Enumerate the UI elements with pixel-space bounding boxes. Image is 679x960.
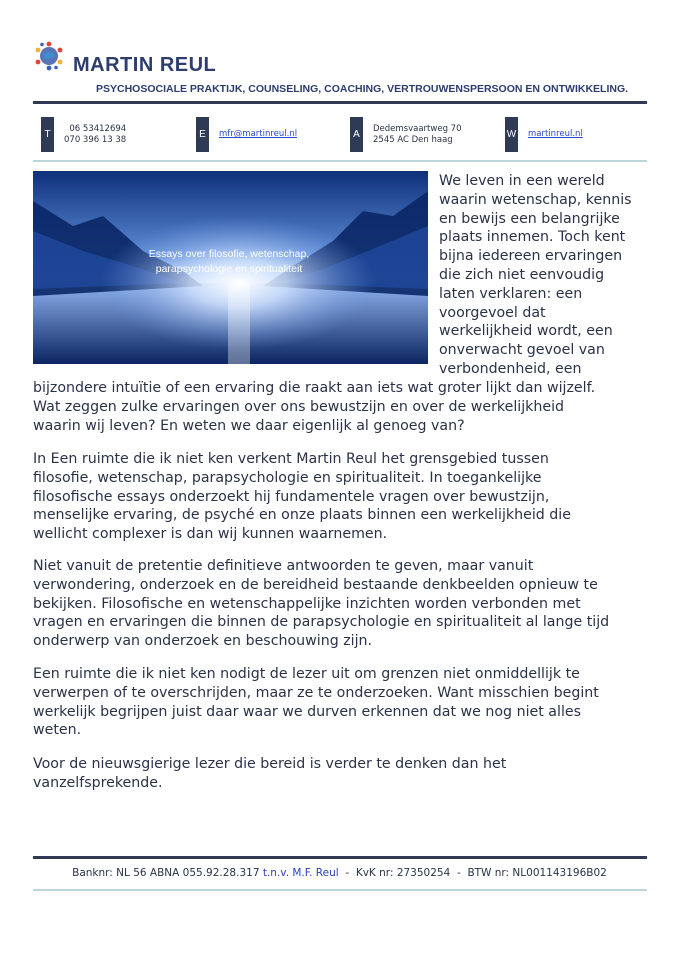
address-line-1: Dedemsvaartweg 70 xyxy=(373,123,462,134)
address-icon: A xyxy=(350,117,363,152)
paragraph-3: Niet vanuit de pretentie definitieve antwoorden te geven, maar vanuit verwondering, onderzoek en de bereidheid bestaande denkbeelden opnieuw te bekijken. Filosofische en wetenschappelijke inzichten worden verbonden met vragen en ervaringen die binnen de parapsychologie en spiritualiteit al lange tijd onderwerp van onderzoek en beschouwing zijn. xyxy=(33,558,610,650)
address-line-2: 2545 AC Den haag xyxy=(373,134,453,145)
footer-rule-bottom xyxy=(33,889,647,891)
web-icon: W xyxy=(505,117,518,152)
contact-address xyxy=(350,117,461,152)
contact-web xyxy=(505,117,583,152)
contact-rule xyxy=(33,160,647,162)
globe-people-logo xyxy=(33,40,65,72)
phone-icon: T xyxy=(41,117,54,152)
footer-info xyxy=(0,867,679,879)
footer-account-holder: t.n.v. M.F. Reul xyxy=(262,867,339,879)
header-rule xyxy=(33,101,647,104)
footer-bank: Banknr: NL 56 ABNA 055.92.28.317 xyxy=(72,867,260,879)
paragraph-5: Voor de nieuwsgierige lezer die bereid is verder te denken dan het vanzelfsprekende. xyxy=(33,756,507,791)
footer-btw: BTW nr: NL001143196B02 xyxy=(467,867,607,879)
paragraph-2: In Een ruimte die ik niet ken verkent Martin Reul het grensgebied tussen filosofie, wetenschap, parapsychologie en spiritualiteit. In toegankelijke filosofische essays onderzoekt hij fundamentele vragen over bewustzijn, menselijke ervaring, de psyché en onze plaats binnen een werkelijkheid die wellicht complexer is dan wij kunnen waarnemen. xyxy=(33,451,571,543)
tagline: PSYCHOSOCIALE PRAKTIJK, COUNSELING, COACHING, VERTROUWENSPERSOON EN ONTWIKKELING. xyxy=(96,83,629,95)
email-link[interactable]: mfr@martinreul.nl xyxy=(219,129,298,139)
contact-email xyxy=(196,117,297,152)
brand-name: MARTIN REUL xyxy=(73,54,217,76)
contact-phone xyxy=(41,117,126,152)
phone-number-1[interactable]: 06 53412694 xyxy=(69,123,127,134)
footer-rule-top xyxy=(33,856,647,859)
footer-separator: - xyxy=(456,867,461,879)
footer-kvk: KvK nr: 27350254 xyxy=(355,867,451,879)
phone-number-2[interactable]: 070 396 13 38 xyxy=(64,134,127,145)
hero-image xyxy=(33,171,428,364)
intro-full-text: bijzondere intuïtie of een ervaring die raakt aan iets wat groter lijkt dan wijzelf. Wat zeggen zulke ervaringen over ons bewustzijn en over de werkelijkheid waarin wij leven? En weten we daar eigenlijk al genoeg van? xyxy=(33,380,596,434)
intro-side-text: We leven in een wereld waarin wetenschap, kennis en bewijs een belangrijke plaats innemen. Toch kent bijna iedereen ervaringen die zich niet eenvoudig laten verklaren: een voorgevoel dat werkelijkheid wordt, een onverwacht gevoel van verbondenheid, een xyxy=(439,173,632,377)
footer-separator: - xyxy=(345,867,350,879)
email-icon: E xyxy=(196,117,209,152)
website-link[interactable]: martinreul.nl xyxy=(528,129,583,139)
hero-caption-line-1: Essays over filosofie, wetenschap, xyxy=(148,248,310,260)
hero-caption-line-2: parapsychologie en spiritualiteit xyxy=(155,263,303,275)
paragraph-4: Een ruimte die ik niet ken nodigt de lezer uit om grenzen niet onmiddellijk te verwerpen of te overschrijden, maar ze te onderzoeken. Want misschien begint werkelijk begrijpen juist daar waar we durven erkennen dat we nog niet alles weten. xyxy=(33,666,599,739)
